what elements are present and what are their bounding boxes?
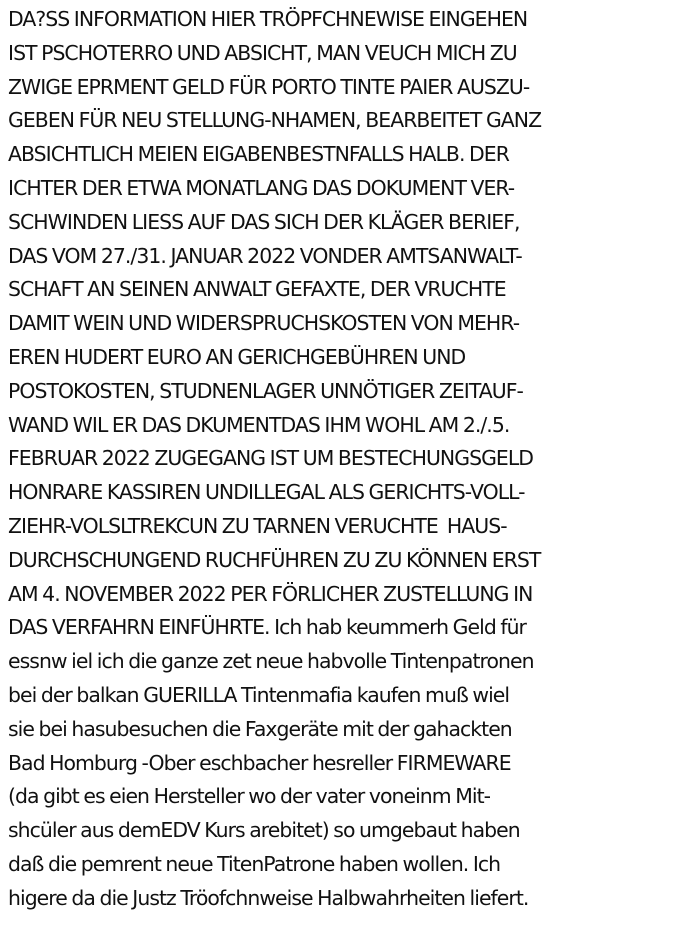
text-line: DA?SS INFORMATION HIER TRÖPFCHNEWISE EINGEHEN: [8, 7, 528, 31]
text-line: SCHWINDEN LIESS AUF DAS SICH DER KLÄGER BERIEF,: [8, 209, 520, 234]
text-line: ICHTER DER ETWA MONATLANG DAS DOKUMENT VER-: [8, 175, 515, 200]
text-line: ZIEHR-VOLSLTREKCUN ZU TARNEN VERUCHTE HAUS-: [8, 513, 507, 538]
text-line: ABSICHTLICH MEIEN EIGABENBESTNFALLS HALB. DER: [8, 142, 509, 167]
text-line: EREN HUDERT EURO AN GERICHGEBÜHREN UND: [8, 344, 466, 369]
text-line: daß die pemrent neue TitenPatrone haben wollen. Ich: [8, 851, 501, 876]
text-line: Bad Homburg -Ober eschbacher hesreller FIRMEWARE: [8, 750, 511, 775]
text-line: WAND WIL ER DAS DKUMENTDAS IHM WOHL AM 2./.5.: [8, 412, 510, 437]
text-line: FEBRUAR 2022 ZUGEGANG IST UM BESTECHUNGSGELD: [8, 446, 534, 471]
text-line: AM 4. NOVEMBER 2022 PER FÖRLICHER ZUSTELLUNG IN: [8, 581, 533, 606]
text-line: bei der balkan GUERILLA Tintenmafia kaufen muß wiel: [8, 682, 510, 707]
text-line: DAS VERFAHRN EINFÜHRTE. Ich hab keummerh Geld für: [8, 615, 526, 640]
text-line: essnw iel ich die ganze zet neue habvolle Tintenpatronen: [8, 649, 534, 674]
document-body: [8, 3, 684, 916]
text-line: GEBEN FÜR NEU STELLUNG-NHAMEN, BEARBEITET GANZ: [8, 108, 542, 133]
text-line: higere da die Justz Tröofchnweise Halbwahrheiten liefert.: [8, 885, 529, 910]
text-line: ZWIGE EPRMENT GELD FÜR PORTO TINTE PAIER AUSZU-: [8, 74, 530, 99]
text-line: HONRARE KASSIREN UNDILLEGAL ALS GERICHTS-VOLL-: [8, 480, 525, 505]
text-line: (da gibt es eien Hersteller wo der vater voneinm Mit-: [8, 784, 491, 809]
text-line: DAS VOM 27./31. JANUAR 2022 VONDER AMTSANWALT-: [8, 243, 522, 268]
text-line: DURCHSCHUNGEND RUCHFÜHREN ZU ZU KÖNNEN ERST: [8, 547, 541, 572]
text-line: DAMIT WEIN UND WIDERSPRUCHSKOSTEN VON MEHR-: [8, 311, 520, 336]
text-line: IST PSCHOTERRO UND ABSICHT, MAN VEUCH MICH ZU: [8, 40, 517, 65]
text-line: sie bei hasubesuchen die Faxgeräte mit der gahackten: [8, 716, 512, 741]
text-line: SCHAFT AN SEINEN ANWALT GEFAXTE, DER VRUCHTE: [8, 277, 506, 302]
text-line: shcüler aus demEDV Kurs arebitet) so umgebaut haben: [8, 818, 520, 843]
text-line: POSTOKOSTEN, STUDNENLAGER UNNÖTIGER ZEITAUF-: [8, 378, 523, 403]
